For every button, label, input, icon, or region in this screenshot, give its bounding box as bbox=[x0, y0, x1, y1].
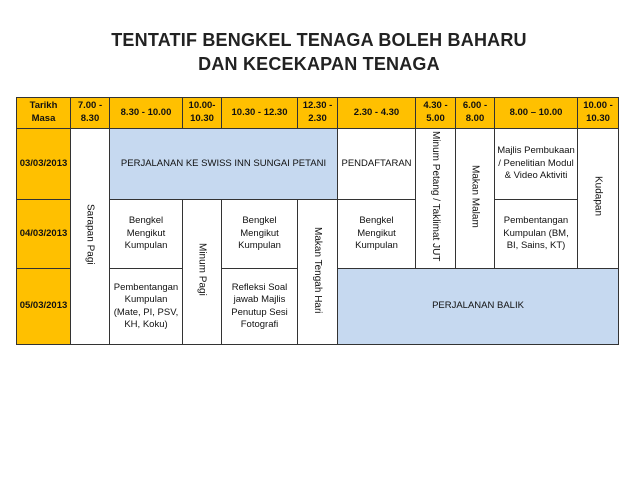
cell-perjalanan-swiss: PERJALANAN KE SWISS INN SUNGAI PETANI bbox=[110, 128, 338, 199]
header-time-4: 12.30 - 2.30 bbox=[298, 98, 338, 129]
title-line-1: TENTATIF BENGKEL TENAGA BOLEH BAHARU bbox=[111, 30, 527, 50]
header-time-6: 4.30 - 5.00 bbox=[416, 98, 456, 129]
header-time-1: 8.30 - 10.00 bbox=[110, 98, 183, 129]
minum-petang-label: Minum Petang / Taklimat JUT bbox=[430, 131, 441, 262]
minum-pagi-label: Minum Pagi bbox=[196, 243, 208, 297]
cell-sarapan-pagi bbox=[71, 128, 110, 344]
header-time-2: 10.00- 10.30 bbox=[183, 98, 222, 129]
cell-minum-petang bbox=[416, 128, 456, 269]
cell-makan-malam bbox=[456, 128, 495, 269]
cell-bengkel-1: Bengkel Mengikut Kumpulan bbox=[110, 200, 183, 269]
header-time-9: 10.00 - 10.30 bbox=[578, 98, 619, 129]
header-row bbox=[17, 98, 619, 129]
row-day-1a bbox=[17, 128, 619, 164]
sarapan-label: Sarapan Pagi bbox=[84, 203, 96, 265]
cell-pembentangan-mate: Pembentangan Kumpulan (Mate, PI, PSV, KH, Koku) bbox=[110, 269, 183, 345]
header-time-0: 7.00 - 8.30 bbox=[71, 98, 110, 129]
cell-minum-pagi bbox=[183, 200, 222, 345]
makan-tengah-hari-label: Makan Tengah Hari bbox=[312, 226, 323, 314]
header-time-3: 10.30 - 12.30 bbox=[222, 98, 298, 129]
cell-bengkel-3: Bengkel Mengikut Kumpulan bbox=[338, 200, 416, 269]
cell-pendaftaran: PENDAFTARAN bbox=[338, 128, 416, 199]
makan-malam-label: Makan Malam bbox=[469, 164, 481, 228]
header-time-5: 2.30 - 4.30 bbox=[338, 98, 416, 129]
cell-pembentangan-bm: Pembentangan Kumpulan (BM, BI, Sains, KT) bbox=[495, 200, 578, 269]
cell-majlis-pembukaan: Majlis Pembukaan / Penelitian Modul & Video Aktiviti bbox=[495, 128, 578, 199]
cell-refleksi: Refleksi Soal jawab Majlis Penutup Sesi Fotografi bbox=[222, 269, 298, 345]
header-date-col: Tarikh Masa bbox=[17, 98, 71, 129]
date-cell-3: 05/03/2013 bbox=[17, 269, 71, 345]
kudapan-label: Kudapan bbox=[592, 176, 604, 217]
cell-makan-tengah-hari bbox=[298, 200, 338, 345]
title-line-2: DAN KECEKAPAN TENAGA bbox=[198, 54, 440, 74]
header-time-8: 8.00 – 10.00 bbox=[495, 98, 578, 129]
date-cell-2: 04/03/2013 bbox=[17, 200, 71, 269]
schedule-table bbox=[16, 97, 619, 345]
cell-perjalanan-balik: PERJALANAN BALIK bbox=[338, 269, 619, 345]
cell-bengkel-2: Bengkel Mengikut Kumpulan bbox=[222, 200, 298, 269]
date-cell-1: 03/03/2013 bbox=[17, 128, 71, 199]
header-time-7: 6.00 - 8.00 bbox=[456, 98, 495, 129]
cell-kudapan bbox=[578, 128, 619, 269]
